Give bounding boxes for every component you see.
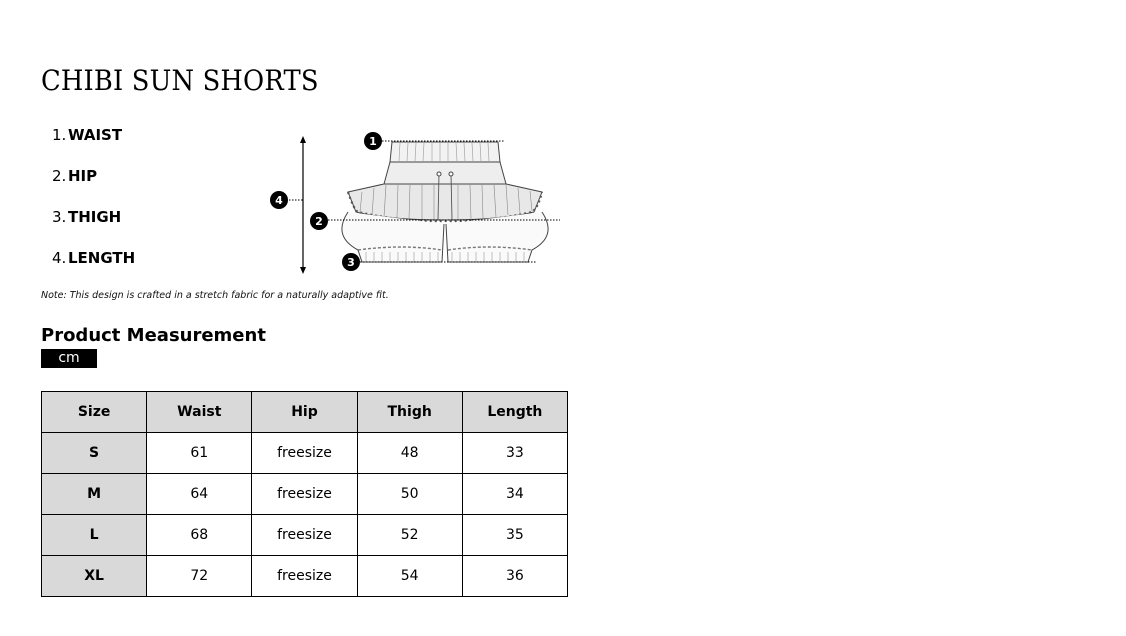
waist-cell: 72: [147, 556, 252, 597]
shorts-diagram: [262, 128, 572, 276]
header-waist: Waist: [147, 392, 252, 433]
header-size: Size: [42, 392, 147, 433]
size-cell: L: [42, 515, 147, 556]
length-arrow: [289, 136, 306, 274]
table-row: [42, 433, 568, 474]
measurement-label: WAIST: [68, 126, 123, 144]
shorts-illustration: [342, 142, 548, 262]
header-thigh: Thigh: [357, 392, 462, 433]
measurement-number: 1.: [52, 126, 67, 144]
thigh-cell: 54: [357, 556, 462, 597]
marker-4-label: 4: [275, 194, 283, 207]
hip-cell: freesize: [252, 474, 357, 515]
hip-cell: freesize: [252, 433, 357, 474]
table-row: [42, 556, 568, 597]
size-cell: XL: [42, 556, 147, 597]
product-title: CHIBI SUN SHORTS: [41, 64, 319, 97]
measurement-label: LENGTH: [68, 249, 136, 267]
waist-cell: 68: [147, 515, 252, 556]
measurement-label: THIGH: [68, 208, 122, 226]
length-cell: 35: [462, 515, 567, 556]
measurement-number: 2.: [52, 167, 67, 185]
size-table: [41, 391, 568, 597]
marker-1-label: 1: [369, 135, 377, 148]
measurement-item-thigh: [52, 208, 252, 249]
unit-badge: cm: [41, 349, 97, 368]
length-cell: 36: [462, 556, 567, 597]
measurement-label: HIP: [68, 167, 98, 185]
header-length: Length: [462, 392, 567, 433]
thigh-cell: 52: [357, 515, 462, 556]
size-cell: M: [42, 474, 147, 515]
measurement-item-length: [52, 249, 252, 290]
measurement-number: 3.: [52, 208, 67, 226]
marker-3-label: 3: [347, 256, 355, 269]
waist-cell: 61: [147, 433, 252, 474]
hip-cell: freesize: [252, 515, 357, 556]
table-header-row: [42, 392, 568, 433]
header-hip: Hip: [252, 392, 357, 433]
waist-cell: 64: [147, 474, 252, 515]
length-cell: 33: [462, 433, 567, 474]
measurement-number: 4.: [52, 249, 67, 267]
marker-2-label: 2: [315, 215, 323, 228]
section-title: Product Measurement: [41, 325, 266, 346]
length-cell: 34: [462, 474, 567, 515]
marker-1: [364, 132, 382, 150]
thigh-cell: 48: [357, 433, 462, 474]
marker-4: [270, 191, 288, 209]
measurement-item-waist: [52, 126, 252, 167]
hip-cell: freesize: [252, 556, 357, 597]
table-row: [42, 474, 568, 515]
measurement-list: [52, 126, 252, 290]
measurement-item-hip: [52, 167, 252, 208]
fabric-note: Note: This design is crafted in a stretch fabric for a naturally adaptive fit.: [41, 290, 389, 301]
marker-3: [342, 253, 360, 271]
table-row: [42, 515, 568, 556]
thigh-cell: 50: [357, 474, 462, 515]
size-cell: S: [42, 433, 147, 474]
marker-2: [310, 212, 328, 230]
